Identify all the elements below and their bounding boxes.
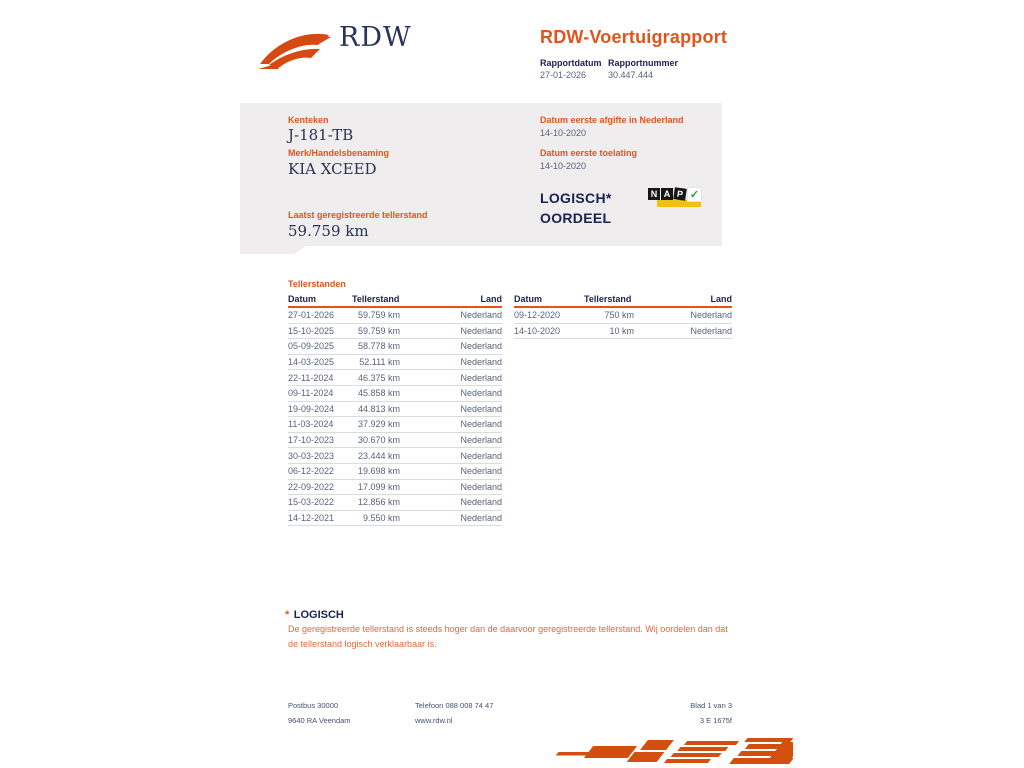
table-row (288, 448, 502, 464)
cell-land: Nederland (460, 435, 502, 446)
nap-letter-p: P (673, 187, 687, 201)
cell-land: Nederland (690, 310, 732, 321)
table-row (288, 339, 502, 355)
footnote-text: De geregistreerde tellerstand is steeds hoger dan de daarvoor geregistreerde tellerstand. Wij oordelen dan dat de tellerstand logisch verklaarbaar is. (288, 624, 728, 649)
report-number-label: Rapportnummer (608, 58, 679, 68)
cell-tellerstand: 30.670 km (357, 435, 400, 446)
oordeel-line2: OORDEEL (540, 210, 612, 226)
oordeel-line1: LOGISCH* (540, 190, 612, 206)
page-title: RDW-Voertuigrapport (540, 27, 728, 47)
table-body (514, 308, 732, 339)
kenteken-value: J-181-TB (288, 126, 354, 144)
col-header-land: Land (710, 293, 732, 304)
cell-land: Nederland (460, 310, 502, 321)
table-row (288, 433, 502, 449)
toelating-label: Datum eerste toelating (540, 148, 638, 158)
table-row (288, 355, 502, 371)
cell-land: Nederland (460, 466, 502, 477)
table-row (288, 308, 502, 324)
cell-datum: 14-03-2025 (288, 357, 335, 368)
cell-datum: 19-09-2024 (288, 403, 335, 414)
merk-value: KIA XCEED (288, 160, 377, 178)
cell-datum: 22-09-2022 (288, 481, 335, 492)
cell-land: Nederland (460, 481, 502, 492)
cell-land: Nederland (460, 325, 502, 336)
nap-letter-n: N (648, 188, 660, 200)
kenteken-label: Kenteken (288, 115, 329, 125)
toelating-value: 14-10-2020 (540, 161, 587, 171)
tellerstanden-table-right (514, 291, 732, 339)
cell-datum: 15-03-2022 (288, 497, 335, 508)
col-header-datum: Datum (514, 293, 543, 304)
table-body (288, 308, 502, 526)
cell-datum: 17-10-2023 (288, 435, 335, 446)
table-row (288, 464, 502, 480)
cell-tellerstand: 9.550 km (362, 513, 400, 524)
cell-land: Nederland (460, 497, 502, 508)
vehicle-summary-box-tab (240, 246, 306, 254)
cell-tellerstand: 37.929 km (357, 419, 400, 430)
tellerstanden-table-left (288, 291, 502, 526)
cell-tellerstand: 46.375 km (357, 372, 400, 383)
rdw-stripes-graphic (543, 736, 793, 768)
footer-phone: Telefoon 088 008 74 47 (415, 701, 494, 710)
table-row (288, 480, 502, 496)
tellerstand-label: Laatst geregistreerde tellerstand (288, 210, 428, 220)
cell-land: Nederland (460, 403, 502, 414)
table-header-row (288, 291, 502, 308)
cell-land: Nederland (690, 325, 732, 336)
rdw-logo (256, 24, 334, 72)
rdw-bird-icon (256, 24, 334, 72)
table-header-row (514, 291, 732, 308)
table-row (288, 511, 502, 527)
footnote-title: LOGISCH (293, 609, 344, 621)
tellerstand-value: 59.759 km (288, 222, 369, 240)
cell-land: Nederland (460, 341, 502, 352)
cell-land: Nederland (460, 388, 502, 399)
col-header-datum: Datum (288, 293, 317, 304)
footer-form-code: 3 E 1675f (699, 716, 732, 725)
table-row (288, 324, 502, 340)
footer-address-line2: 9640 RA Veendam (288, 716, 351, 725)
cell-tellerstand: 52.111 km (359, 357, 400, 368)
cell-tellerstand: 58.778 km (357, 341, 400, 352)
footer-address-line1: Postbus 30000 (288, 701, 339, 710)
cell-datum: 05-09-2025 (288, 341, 335, 352)
cell-land: Nederland (460, 372, 502, 383)
table-row (288, 402, 502, 418)
afgifte-value: 14-10-2020 (540, 128, 587, 138)
report-date-value: 27-01-2026 (540, 70, 587, 80)
cell-tellerstand: 750 km (604, 310, 634, 321)
col-header-land: Land (480, 293, 502, 304)
nap-logo (648, 187, 704, 211)
cell-tellerstand: 45.858 km (357, 388, 400, 399)
cell-tellerstand: 12.856 km (357, 497, 400, 508)
cell-datum: 06-12-2022 (288, 466, 335, 477)
nap-letter-a: A (661, 188, 673, 200)
cell-datum: 22-11-2024 (288, 372, 334, 383)
merk-label: Merk/Handelsbenaming (288, 148, 390, 158)
footnote-asterisk: * (285, 609, 290, 621)
tellerstanden-heading: Tellerstanden (288, 279, 346, 289)
col-header-tellerstand: Tellerstand (584, 293, 632, 304)
footnote-title-row (285, 605, 344, 623)
footer-page-info (632, 698, 732, 728)
cell-tellerstand: 44.813 km (357, 403, 400, 414)
col-header-tellerstand: Tellerstand (352, 293, 400, 304)
afgifte-label: Datum eerste afgifte in Nederland (540, 115, 684, 125)
cell-tellerstand: 19.698 km (357, 466, 400, 477)
cell-tellerstand: 59.759 km (357, 325, 400, 336)
report-number-value: 30.447.444 (608, 70, 654, 80)
footer-website: www.rdw.nl (415, 716, 453, 725)
cell-land: Nederland (460, 419, 502, 430)
cell-tellerstand: 23.444 km (357, 450, 400, 461)
cell-datum: 11-03-2024 (288, 419, 334, 430)
cell-datum: 09-12-2020 (514, 310, 561, 321)
table-row (514, 324, 732, 340)
cell-tellerstand: 59.759 km (357, 310, 400, 321)
footer-address (288, 698, 351, 728)
cell-datum: 14-10-2020 (514, 325, 561, 336)
table-row (514, 308, 732, 324)
cell-datum: 09-11-2024 (288, 388, 334, 399)
cell-land: Nederland (460, 513, 502, 524)
table-row (288, 386, 502, 402)
nap-yellow-bar (657, 200, 701, 207)
oordeel-text (540, 188, 612, 228)
footer-page-number: Blad 1 van 3 (690, 701, 732, 710)
cell-datum: 30-03-2023 (288, 450, 335, 461)
footer-contact (415, 698, 493, 728)
nap-checkmark-icon: ✓ (689, 189, 700, 201)
cell-land: Nederland (460, 357, 502, 368)
cell-datum: 14-12-2021 (288, 513, 335, 524)
report-date-label: Rapportdatum (540, 58, 602, 68)
table-row (288, 370, 502, 386)
cell-land: Nederland (460, 450, 502, 461)
rdw-logo-wordmark: RDW (339, 22, 412, 53)
cell-tellerstand: 17.099 km (357, 481, 400, 492)
table-row (288, 495, 502, 511)
cell-datum: 27-01-2026 (288, 310, 335, 321)
cell-tellerstand: 10 km (609, 325, 634, 336)
table-row (288, 417, 502, 433)
cell-datum: 15-10-2025 (288, 325, 335, 336)
stripes-icon (543, 736, 793, 768)
